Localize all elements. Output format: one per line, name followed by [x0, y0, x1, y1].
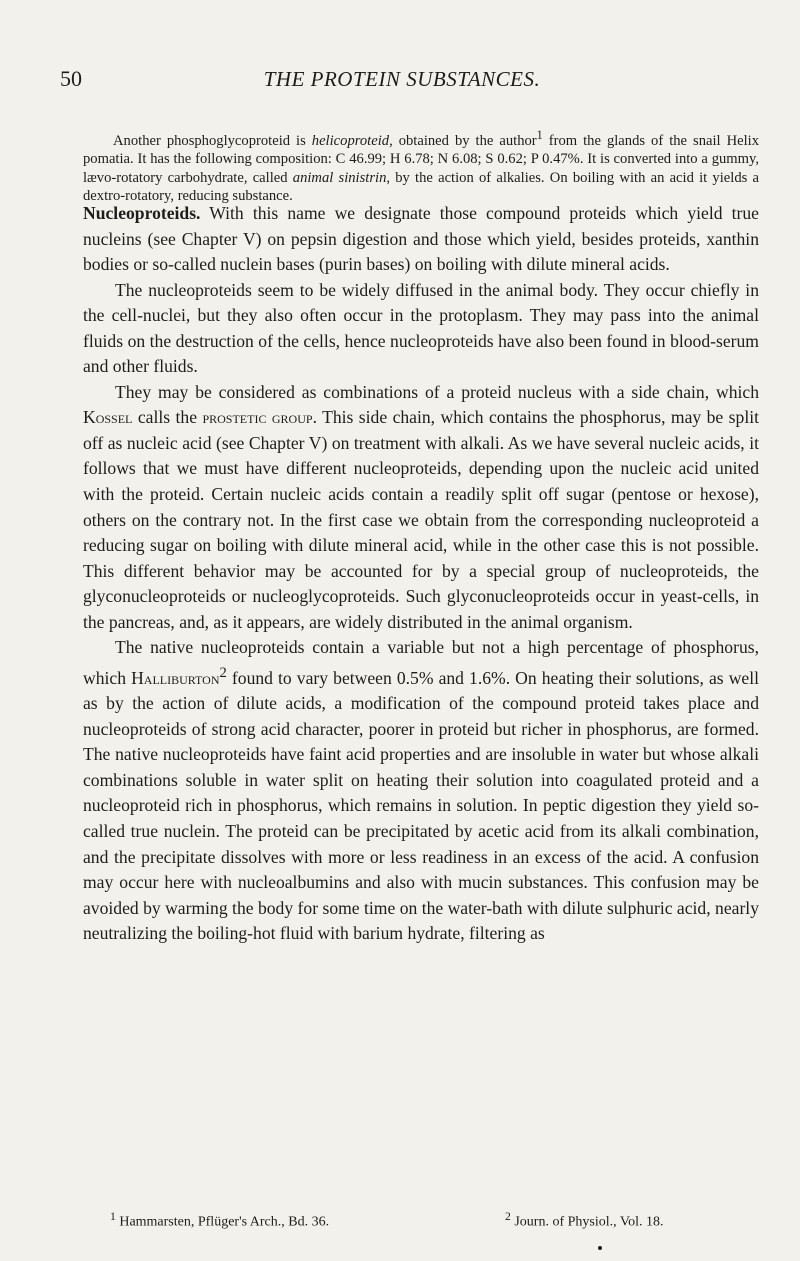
- small-text-1: Another phosphoglycoproteid is: [113, 132, 312, 149]
- footnote-1: [110, 1208, 329, 1232]
- p3-text-3: . This side chain, which contains the phosphorus, may be split off as nucleic acid (see Chapter V) on treatment with alkali. As we have several nucleic acids, it follows that we must have different nucleoproteids, depending upon the nucleic acid united with the proteid. Certain nucleic acids contain a readily split off sugar (pentose or hexose), others on the contrary not. In the first case we obtain from the corresponding nucleoproteid a reducing sugar on boiling with dilute mineral acid, while in the other case this is not possible. This different behavior may be accounted for by a special group of nucleoproteids, the glyconucleoproteids or nucleoglycoproteids. Such glyconucleoproteids occur in yeast-cells, in the pancreas, and, as it appears, are widely distributed in the animal organism.: [83, 407, 759, 632]
- footnote-1-mark: 1: [110, 1210, 116, 1223]
- term-helicoproteid: helicoproteid: [311, 132, 390, 149]
- footnote-2: [505, 1208, 664, 1232]
- term-prostetic-group: prostetic group: [202, 407, 313, 428]
- p3-text-2: calls the: [132, 407, 203, 428]
- term-animal-sinistrin: animal sinistrin: [292, 169, 387, 186]
- paragraph-nucleoproteids: [83, 201, 759, 278]
- footnote-marker-1: 1: [536, 128, 543, 142]
- name-kossel: Kossel: [83, 407, 133, 428]
- small-text-3: from the glands of the snail Helix pomatia. It has the following composition: C 46.99; H 6.78; N 6.08; S 0.62; P 0.47%. It is converted into a gummy, lævo-rotatory carbohydrate, called: [83, 132, 760, 186]
- footnote-marker-2: 2: [219, 664, 227, 681]
- small-text-2: , obtained by the author: [389, 132, 537, 149]
- section-heading: Nucleoproteids.: [83, 203, 201, 223]
- footnote-1-text: Hammarsten, Pflüger's Arch., Bd. 36.: [115, 1214, 330, 1230]
- small-text-4: , by the action of alkalies. On boiling with an acid it yields a dextro-rotatory, reducing substance.: [83, 169, 759, 205]
- helicoproteid-paragraph: [83, 126, 759, 205]
- p4-text-1: The native nucleoproteids contain a variable but not a high percentage of phosphorus, which: [83, 637, 759, 688]
- paragraph-native-nucleoproteids: [83, 635, 759, 946]
- name-halliburton: Halliburton: [131, 667, 220, 688]
- p4-text-2: found to vary between 0.5% and 1.6%. On heating their solutions, as well as by the action of dilute acids, a modification of the compound proteid takes place and nucleoproteids of strong acid character, poorer in proteid but richer in phosphorus, are formed. The native nucleoproteids have faint acid properties and are insoluble in water but whose alkali combinations soluble in water split on heating their solution into coagulated proteid and a nucleoproteid rich in phosphorus, which remains in solution. In peptic digestion they yield so-called true nuclein. The proteid can be precipitated by acetic acid from its alkali combination, and the precipitate dissolves with more or less readiness in an excess of the acid. A confusion may occur here with nucleoalbumins and also with mucin substances. This confusion may be avoided by warming the body for some time on the water-bath with dilute sulphuric acid, nearly neutralizing the boiling-hot fluid with barium hydrate, filtering as: [83, 667, 759, 944]
- running-head: THE PROTEIN SUBSTANCES.: [263, 67, 541, 91]
- paragraph-distribution: The nucleoproteids seem to be widely diffused in the animal body. They occur chiefly in the cell-nuclei, but they also often occur in the protoplasm. They may pass into the animal fluids on the destruction of the cells, hence nucleoproteids have also been found in blood-serum and other fluids.: [83, 279, 759, 377]
- p3-text-1: They may be considered as combinations of a proteid nucleus with a side chain, which: [115, 381, 759, 402]
- p1-text: With this name we designate those compound proteids which yield true nucleins (see Chapter V) on pepsin digestion and those which yield, besides proteids, xanthin bodies or so-called nuclein bases (purin bases) on boiling with dilute mineral acids.: [83, 203, 759, 275]
- paragraph-side-chain: [83, 380, 759, 635]
- footnote-2-text: Journ. of Physiol., Vol. 18.: [510, 1214, 664, 1230]
- page-header: [60, 66, 744, 96]
- main-text: [83, 201, 759, 947]
- print-speck: [598, 1246, 602, 1250]
- page-number: 50: [60, 66, 82, 91]
- footnote-2-mark: 2: [505, 1210, 511, 1223]
